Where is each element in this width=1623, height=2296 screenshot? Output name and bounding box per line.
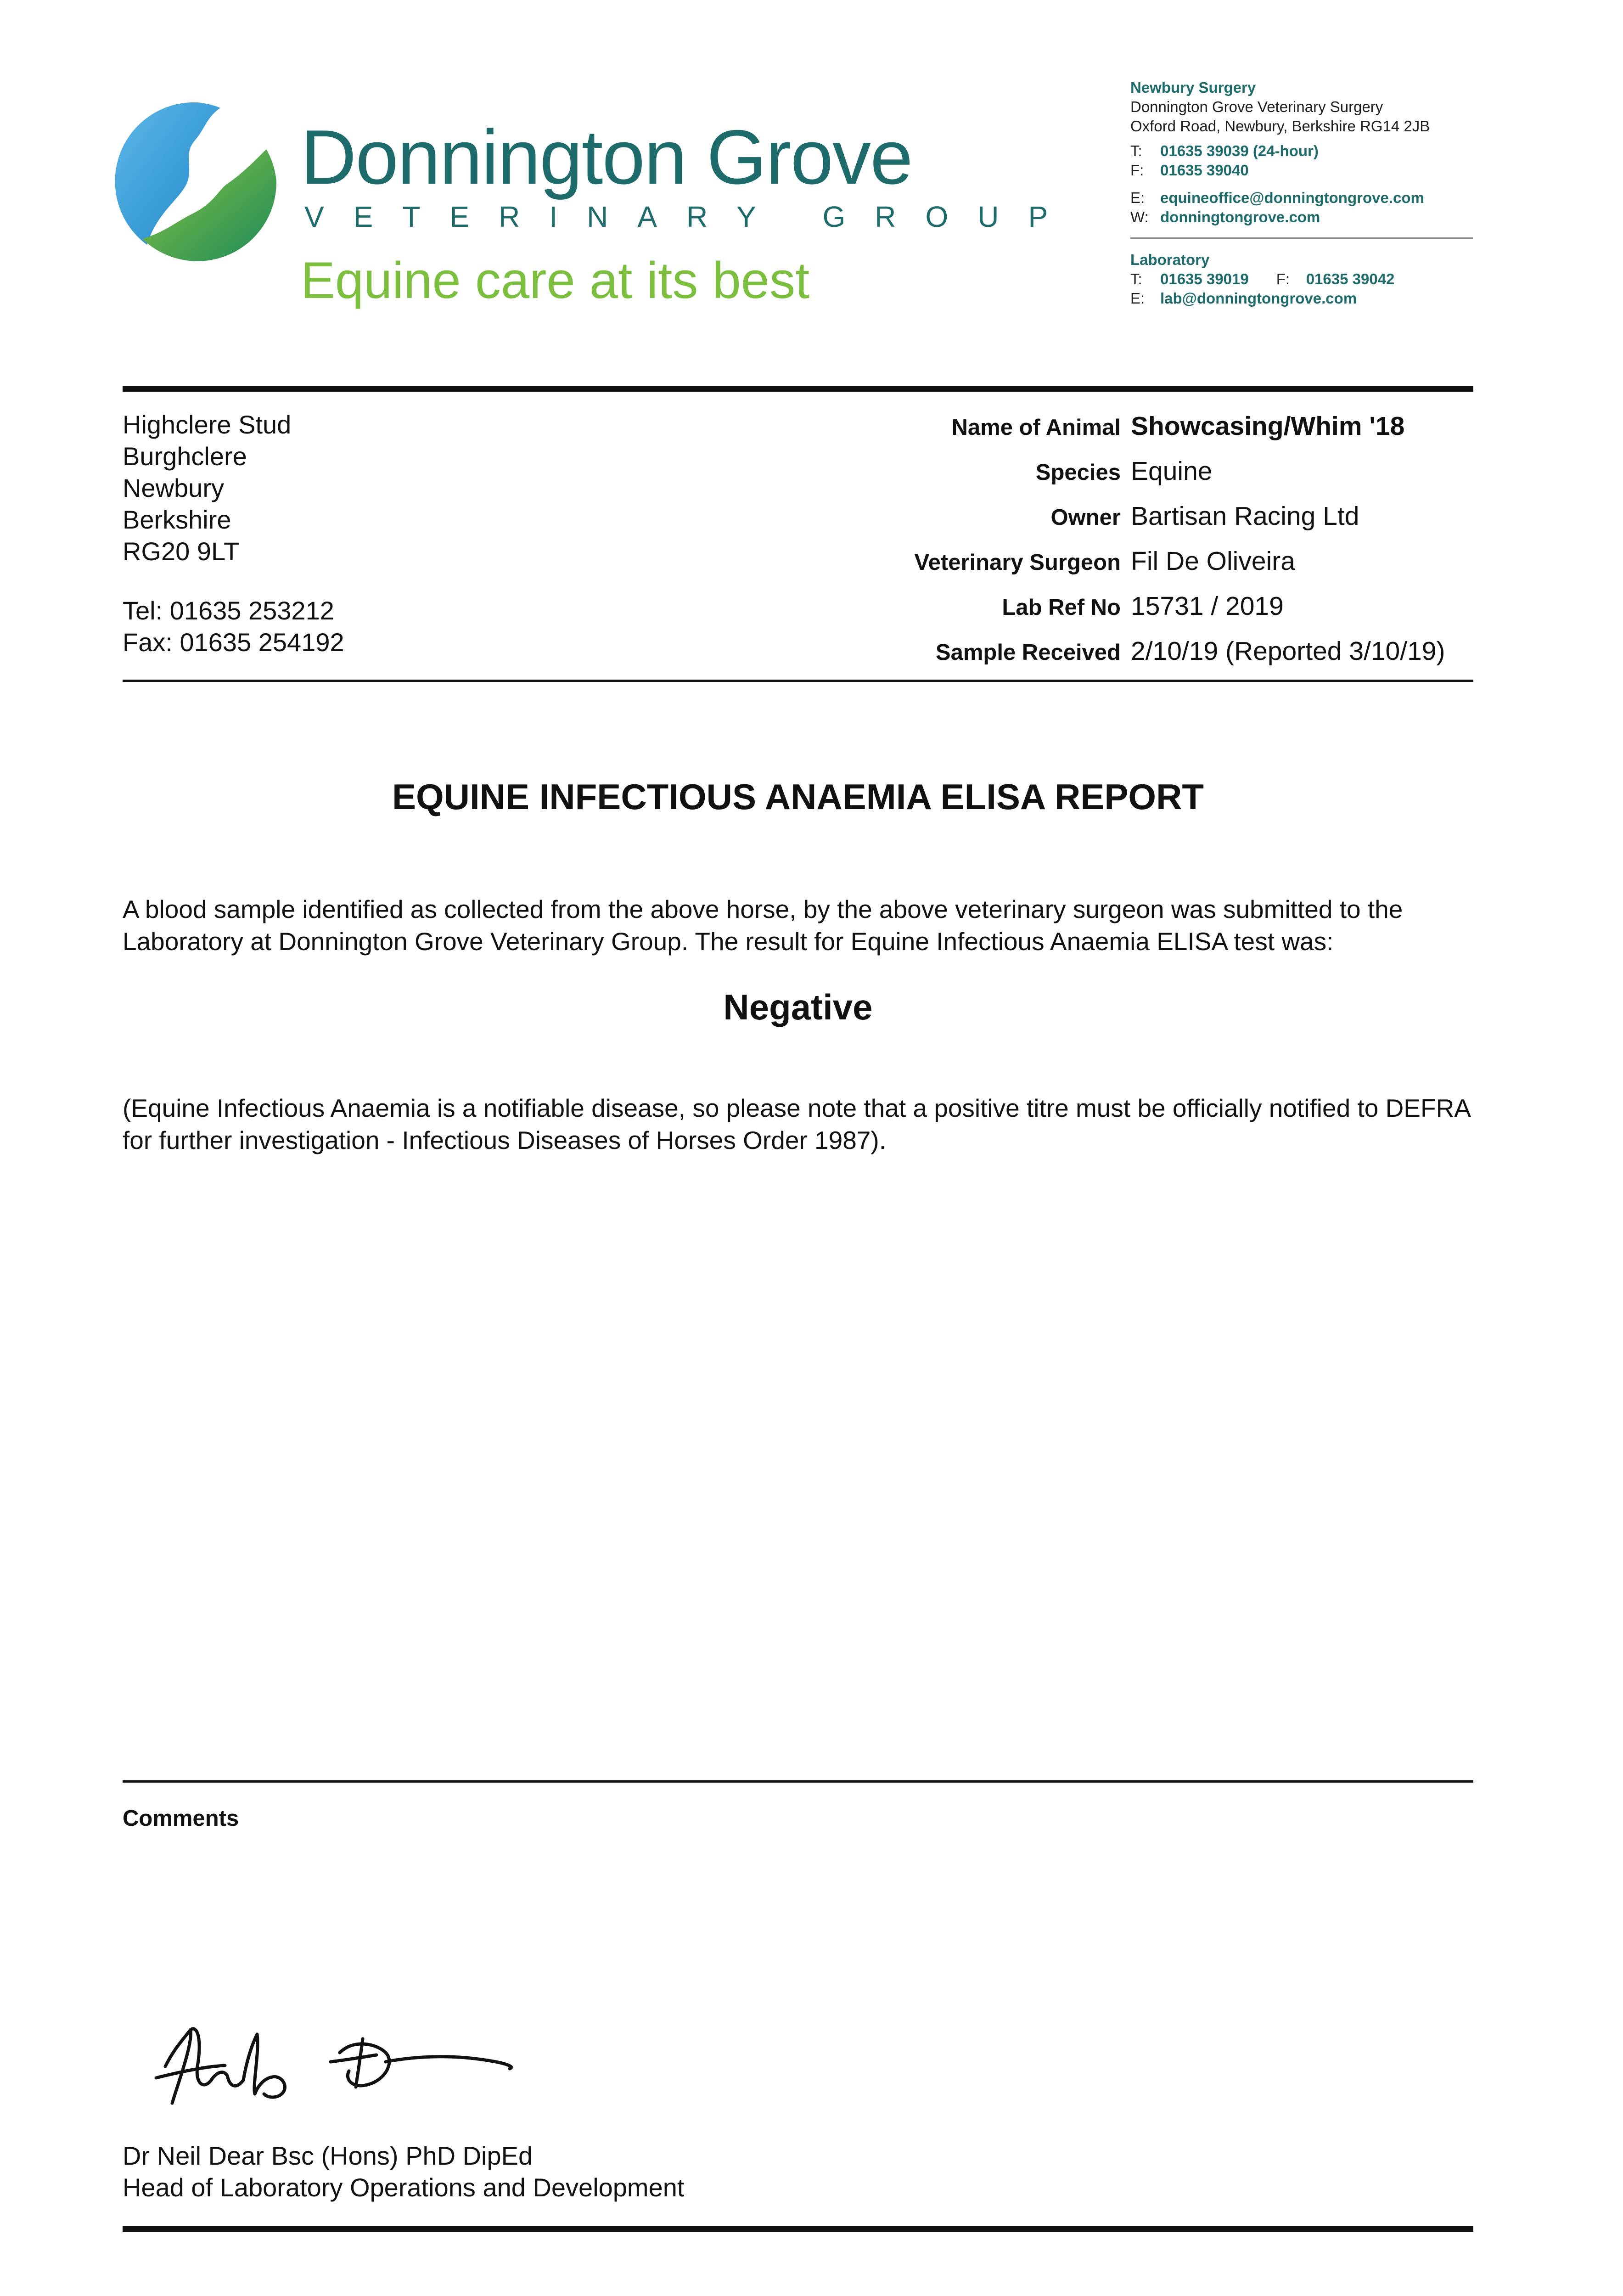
animal-name-value: Showcasing/Whim '18 [1131, 411, 1405, 441]
client-tel: Tel: 01635 253212 [123, 596, 334, 625]
info-row-species [781, 456, 1474, 501]
address-line: Newbury [123, 473, 224, 502]
vet-surgeon-value: Fil De Oliveira [1131, 546, 1295, 576]
signatory-block [123, 2140, 684, 2203]
brand-name: Donnington Grove [301, 114, 912, 200]
handwritten-signature [147, 2011, 542, 2117]
surgery-name: Donnington Grove Veterinary Surgery [1130, 98, 1383, 115]
info-row-labref [781, 591, 1474, 636]
signatory-name: Dr Neil Dear Bsc (Hons) PhD DipEd [123, 2141, 533, 2170]
report-disclaimer: (Equine Infectious Anaemia is a notifiable disease, so please note that a positive titre must be officially notified to DEFRA for further investigation - Infectious Diseases of Horses Order 1987). [123, 1094, 1470, 1154]
test-result: Negative [723, 987, 873, 1027]
animal-info-table [781, 411, 1474, 681]
surgery-email-link[interactable]: equineoffice@donningtongrove.com [1160, 189, 1424, 206]
owner-value: Bartisan Racing Ltd [1131, 501, 1359, 531]
client-fax: Fax: 01635 254192 [123, 628, 344, 657]
lab-email-link[interactable]: lab@donningtongrove.com [1160, 290, 1357, 307]
laboratory-heading: Laboratory [1130, 251, 1210, 268]
comments-divider [123, 1780, 1473, 1783]
client-address [123, 409, 344, 658]
surgery-heading: Newbury Surgery [1130, 79, 1256, 96]
surgery-tel: 01635 39039 (24-hour) [1160, 142, 1319, 159]
info-label: Name of Animal [951, 415, 1121, 440]
top-divider [123, 386, 1473, 392]
address-line: Highclere Stud [123, 410, 292, 439]
info-label: Species [1035, 460, 1121, 485]
surgery-fax: 01635 39040 [1160, 162, 1249, 179]
lab-tel-label: T: [1130, 270, 1142, 287]
info-row-name [781, 411, 1474, 456]
surgery-fax-label: F: [1130, 162, 1144, 179]
bottom-divider [123, 2226, 1473, 2232]
address-line: Berkshire [123, 505, 231, 534]
surgery-web-label: W: [1130, 208, 1149, 225]
address-line: Burghclere [123, 442, 247, 471]
lab-tel: 01635 39019 [1160, 270, 1249, 287]
info-row-vet [781, 546, 1474, 591]
info-label: Lab Ref No [1002, 595, 1121, 620]
surgery-address: Oxford Road, Newbury, Berkshire RG14 2JB [1130, 118, 1430, 135]
signatory-title: Head of Laboratory Operations and Development [123, 2173, 685, 2202]
laboratory-contact-block [1130, 250, 1394, 308]
address-line: RG20 9LT [123, 537, 240, 566]
lab-ref-value: 15731 / 2019 [1131, 591, 1284, 621]
horse-head-logo-icon [115, 99, 280, 264]
info-label: Sample Received [935, 640, 1121, 665]
report-intro: A blood sample identified as collected from the above horse, by the above veterinary surgeon was submitted to the Laboratory at Donnington Grove Veterinary Group. The result for Equine Infectious Anaemia ELISA test was: [123, 895, 1403, 956]
info-divider [123, 680, 1473, 682]
surgery-web-link[interactable]: donningtongrove.com [1160, 208, 1320, 225]
surgery-email-label: E: [1130, 189, 1145, 206]
surgery-tel-label: T: [1130, 142, 1142, 159]
info-label: Owner [1050, 505, 1121, 530]
brand-tagline: Equine care at its best [301, 252, 810, 309]
surgery-contact-block [1130, 78, 1430, 227]
lab-fax-label: F: [1276, 270, 1290, 287]
header-contact-divider [1130, 237, 1473, 239]
info-row-sample [781, 636, 1474, 681]
lab-email-label: E: [1130, 290, 1145, 307]
brand-subtitle: VETERINARY GROUP [304, 200, 1078, 233]
info-row-owner [781, 501, 1474, 546]
sample-received-value: 2/10/19 (Reported 3/10/19) [1131, 636, 1445, 666]
info-label: Veterinary Surgeon [914, 550, 1121, 575]
comments-label: Comments [123, 1806, 239, 1831]
report-title: EQUINE INFECTIOUS ANAEMIA ELISA REPORT [392, 777, 1204, 817]
species-value: Equine [1131, 456, 1213, 486]
lab-fax: 01635 39042 [1306, 270, 1395, 287]
